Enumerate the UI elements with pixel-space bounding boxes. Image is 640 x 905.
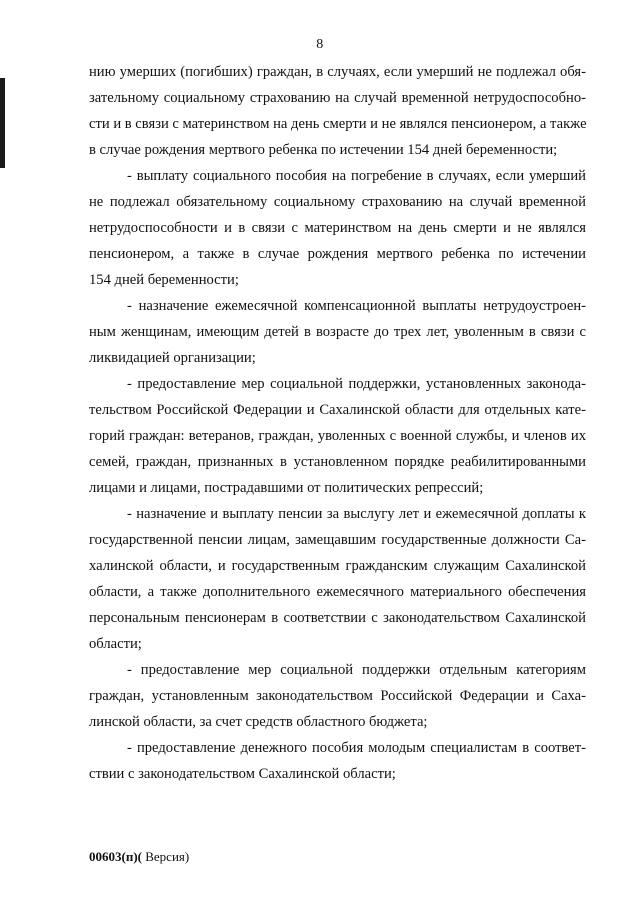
paragraph-compensation-payment: [89, 293, 586, 371]
paragraph-young-specialists-allowance: [89, 735, 586, 787]
paragraph-continuation: [89, 59, 586, 163]
paragraph-service-pension: [89, 501, 586, 657]
text-line: государственной пенсии лицам, замещавшим государственные должности Са-: [89, 532, 586, 548]
text-line: - назначение ежемесячной компенсационной выплаты нетрудоустроен-: [127, 298, 586, 314]
text-line: сти и в связи с материнством на день смерти и не являлся пенсионером, а также: [89, 116, 587, 132]
page-number: 8: [316, 37, 324, 52]
text-line: лицами и лицами, пострадавшими от политических репрессий;: [89, 480, 484, 496]
text-line: в случае рождения мертвого ребенка по истечении 154 дней беременности;: [89, 142, 558, 158]
text-line: - предоставление мер социальной поддержки отдельным категориям: [127, 662, 586, 678]
document-footer-code: [89, 849, 189, 865]
text-line: халинской области, и государственным гражданским служащим Сахалинской: [89, 558, 586, 574]
text-line: семей, граждан, признанных в установленном порядке реабилитированными: [89, 454, 586, 470]
text-line: линской области, за счет средств областного бюджета;: [89, 714, 428, 730]
text-line: - предоставление денежного пособия молодым специалистам в соответ-: [127, 740, 586, 756]
footer-version-text: Версия): [141, 849, 190, 864]
text-line: - назначение и выплату пенсии за выслугу лет и ежемесячной доплаты к: [127, 506, 586, 522]
document-body: [89, 59, 586, 787]
text-line: пенсионером, а также в случае рождения мертвого ребенка по истечении: [89, 246, 586, 262]
text-line: области;: [89, 636, 142, 652]
text-line: граждан, установленным законодательством Российской Федерации и Саха-: [89, 688, 586, 704]
footer-code-text: 00603(п)(: [89, 849, 142, 864]
text-line: - выплату социального пособия на погребение в случаях, если умерший: [127, 168, 586, 184]
text-line: персональным пенсионерам в соответствии с законодательством Сахалинской: [89, 610, 586, 626]
text-line: ликвидацией организации;: [89, 350, 256, 366]
text-line: зательному социальному страхованию на случай временной нетрудоспособно-: [89, 90, 586, 106]
text-line: области, а также дополнительного ежемесячного материального обеспечения: [89, 584, 586, 600]
text-line: тельством Российской Федерации и Сахалинской области для отдельных кате-: [89, 402, 586, 418]
text-line: нию умерших (погибших) граждан, в случаях, если умерший не подлежал обя-: [89, 64, 586, 80]
text-line: - предоставление мер социальной поддержки, установленных законода-: [127, 376, 586, 392]
scan-edge-mark: [0, 78, 5, 168]
text-line: ным женщинам, имеющим детей в возрасте до трех лет, уволенным в связи с: [89, 324, 586, 340]
text-line: 154 дней беременности;: [89, 272, 239, 288]
paragraph-regional-budget-support: [89, 657, 586, 735]
text-line: ствии с законодательством Сахалинской области;: [89, 766, 396, 782]
paragraph-burial-allowance: [89, 163, 586, 293]
text-line: горий граждан: ветеранов, граждан, уволенных с военной службы, и членов их: [89, 428, 586, 444]
text-line: нетрудоспособности и в связи с материнством на день смерти и не являлся: [89, 220, 586, 236]
text-line: не подлежал обязательному социальному страхованию на случай временной: [89, 194, 586, 210]
paragraph-social-support-measures: [89, 371, 586, 501]
